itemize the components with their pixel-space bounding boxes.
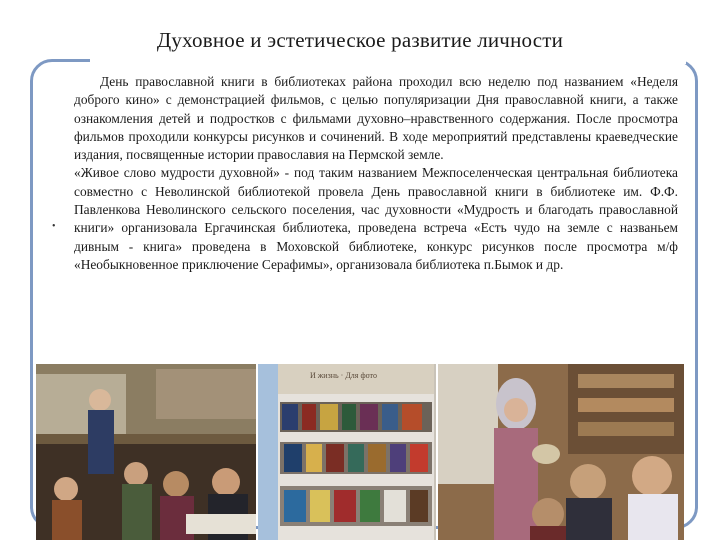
paragraph-orthodox-book-day: День православной книги в библиотеках района проходил всю неделю под названием «Неделя доброго кино» с демонстрацией фильмов, с целью популяризации Дня православной книги, а также ознакомления детей и подростков с фильмами духовно–нравственного содержания. После просмотра фильмов проходили конкурсы рисунков и сочинений. В ходе мероприятий представлены краеведческие издания, посвященные истории православия на Пермской земле. (74, 74, 678, 163)
photo-girls-reading (438, 364, 684, 540)
photo-children-library (36, 364, 256, 540)
bullet-marker: • (52, 221, 56, 232)
photo-book-exhibition (258, 364, 436, 540)
text-body (74, 73, 678, 274)
paragraph-living-word: «Живое слово мудрости духовной» - под таким названием Межпоселенческая центральная библиотека совместно с Неволинской библиотекой провела День православной книги в библиотеке им. Ф.Ф. Павленкова Неволинского сельского поселения, час духовности «Мудрость и благодать православной книги» организовала Ергачинская библиотека, проведена встреча «Есть чудо на земле с названьем дивным - книга» проведена в Моховской библиотеке, конкурс рисунков после просмотра м/ф «Необыкновенное приключение Серафимы», организовала библиотека п.Бымок и др. (74, 165, 678, 272)
page-title: Духовное и эстетическое развитие личности (156, 28, 564, 52)
poster-caption: И жизнь · Для фото (310, 371, 377, 380)
frame-top-gap (90, 56, 686, 64)
